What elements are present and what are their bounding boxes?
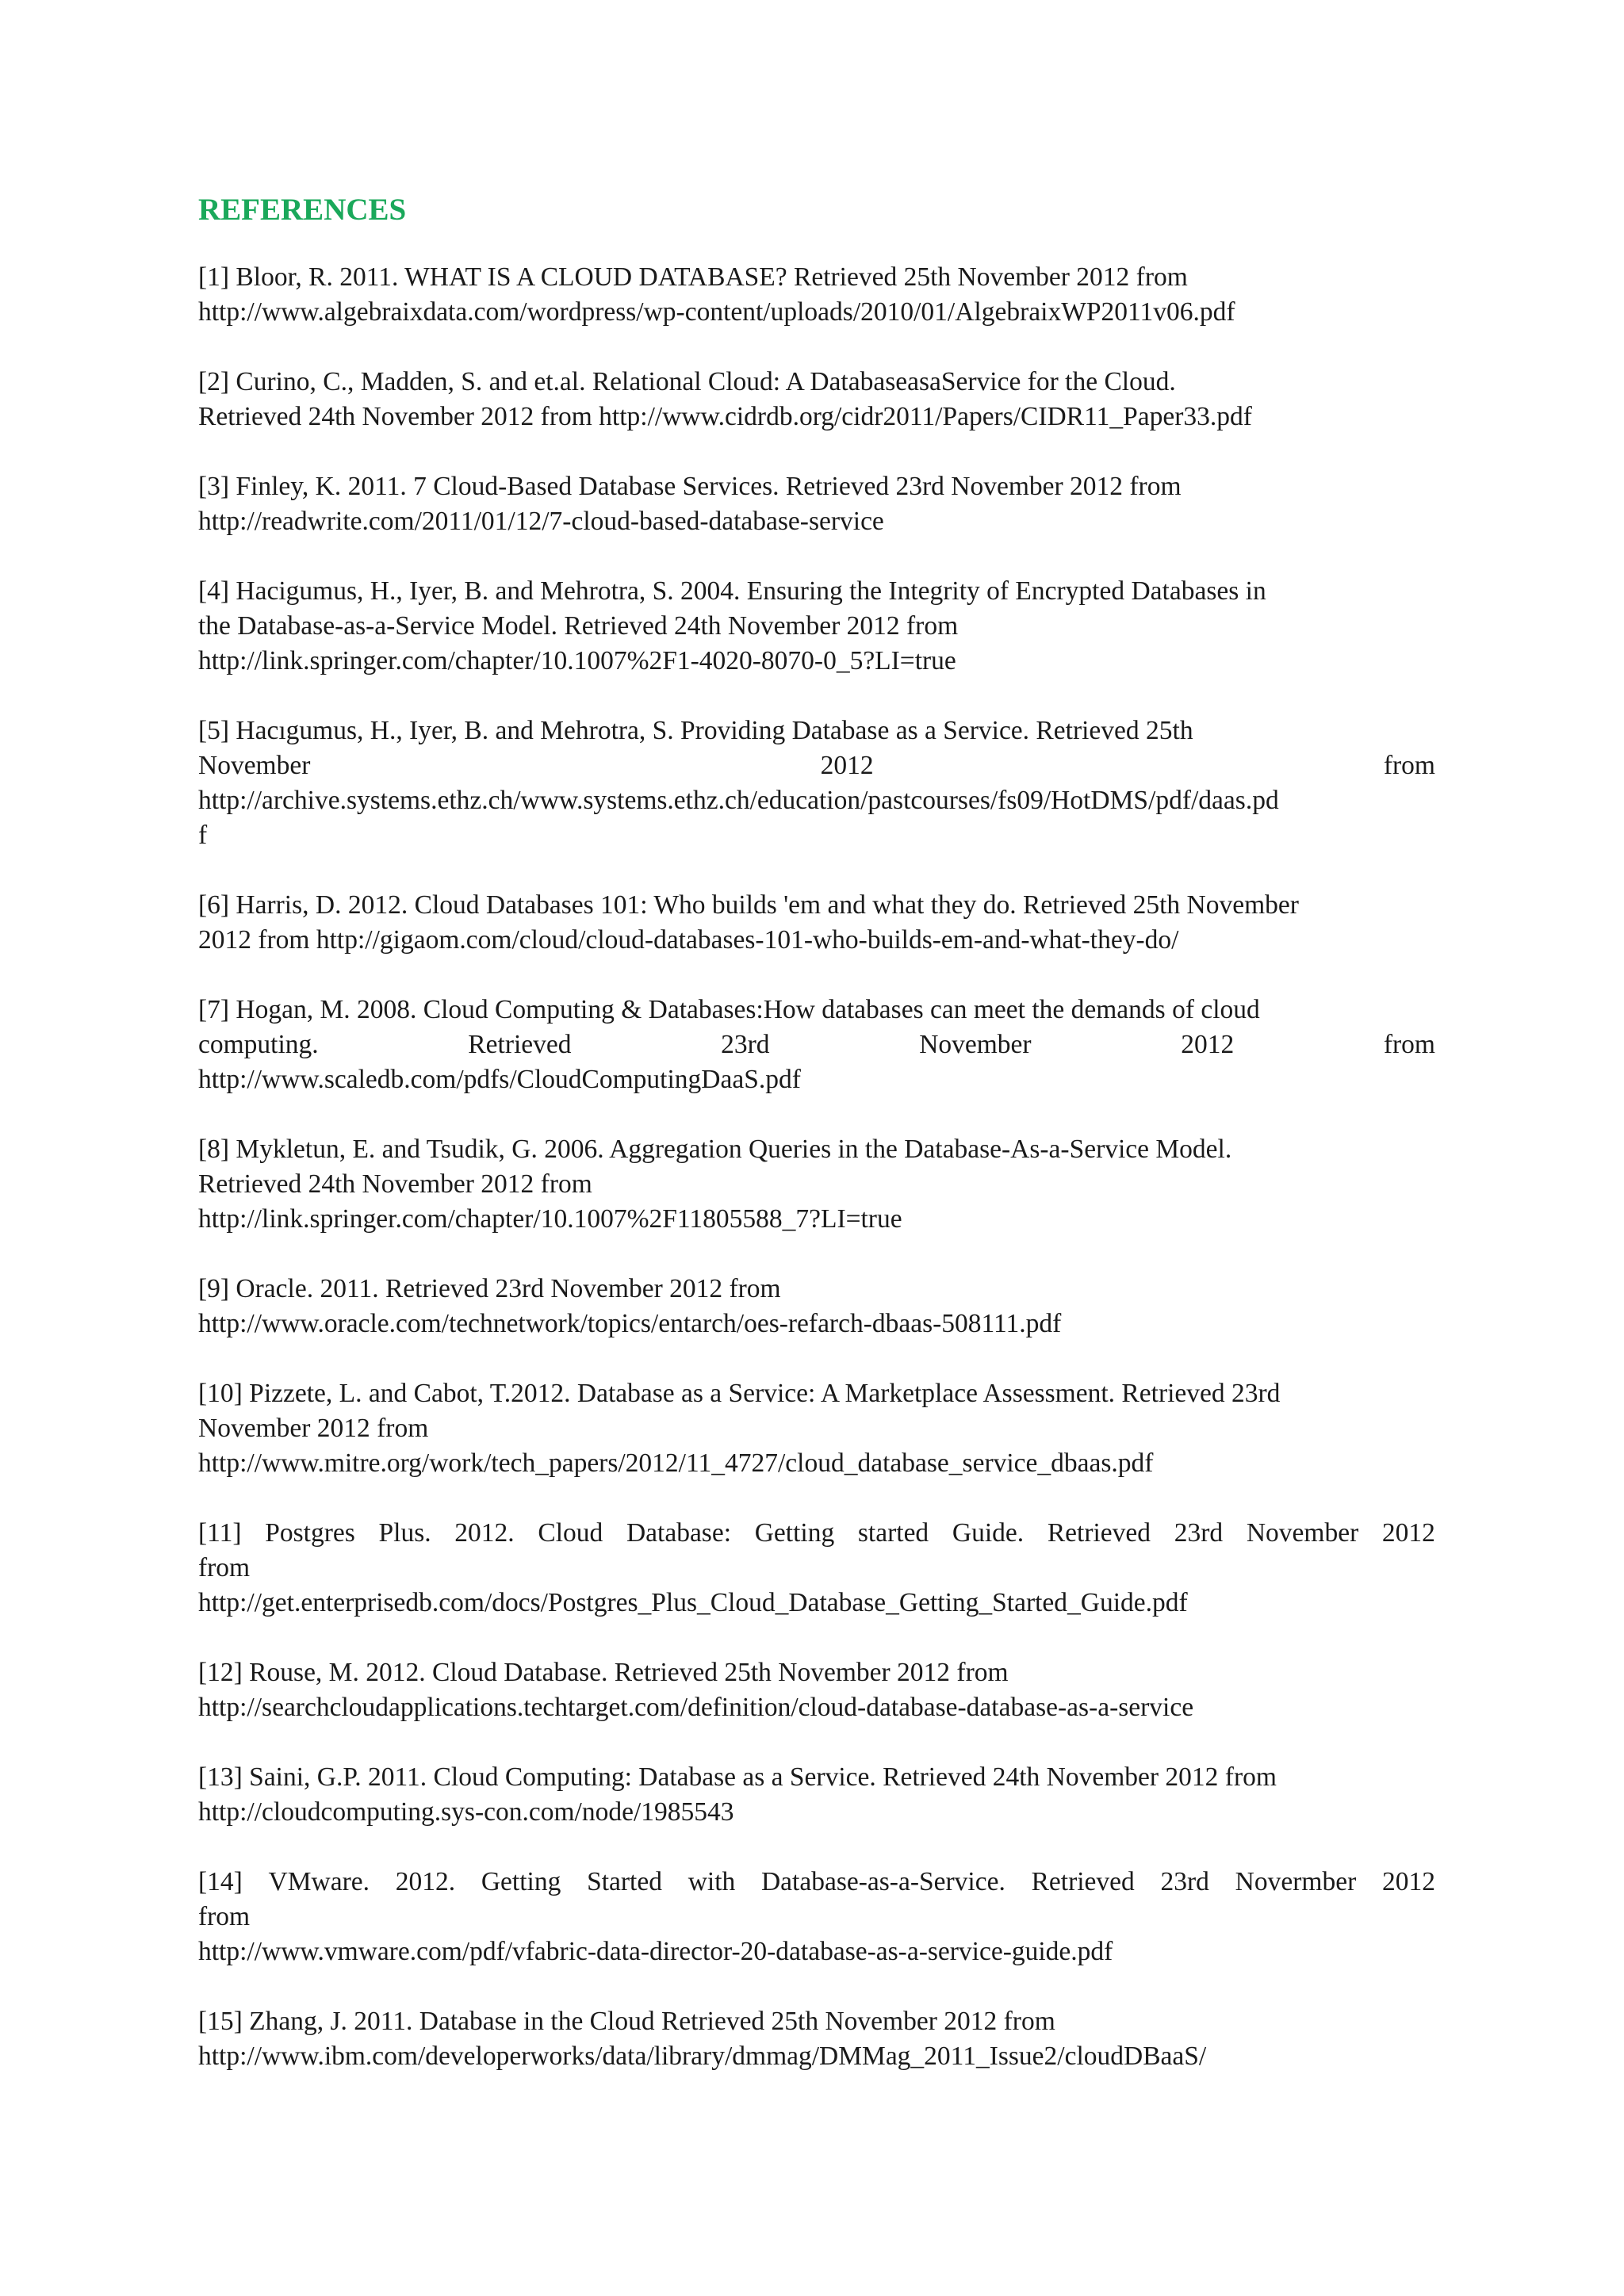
reference-item (198, 1516, 1435, 1621)
reference-line: [13] Saini, G.P. 2011. Cloud Computing: Database as a Service. Retrieved 24th November 2012 from (198, 1762, 1277, 1792)
reference-word: Retrieved (1047, 1518, 1151, 1548)
reference-item (198, 574, 1435, 679)
reference-line: Retrieved 24th November 2012 from http://www.cidrdb.org/cidr2011/Papers/CIDR11_Paper33.pdf (198, 402, 1252, 431)
reference-line: http://cloudcomputing.sys-con.com/node/1985543 (198, 1797, 734, 1827)
reference-word: Guide. (952, 1518, 1025, 1548)
reference-line: [9] Oracle. 2011. Retrieved 23rd November 2012 from (198, 1274, 781, 1303)
reference-line: November 2012 from (198, 1414, 429, 1443)
reference-line: [15] Zhang, J. 2011. Database in the Cloud Retrieved 25th November 2012 from (198, 2007, 1055, 2036)
reference-item (198, 365, 1435, 434)
reference-word: 2012 (1381, 1518, 1435, 1548)
reference-line: [5] Hacıgumus, H., Iyer, B. and Mehrotra, S. Providing Database as a Service. Retrieved 25th (198, 716, 1193, 745)
reference-word: with (688, 1867, 736, 1896)
references-heading: REFERENCES (198, 193, 407, 227)
reference-word: [11] (198, 1518, 242, 1548)
reference-word: started (857, 1518, 929, 1548)
reference-line: http://link.springer.com/chapter/10.1007%2F11805588_7?LI=true (198, 1204, 902, 1234)
reference-word: Postgres (265, 1518, 355, 1548)
reference-word: from (1383, 1030, 1435, 1059)
reference-word: 2012 (1181, 1030, 1235, 1059)
reference-word: 2012 (1381, 1867, 1435, 1896)
reference-item (198, 888, 1435, 958)
reference-line: 2012 from http://gigaom.com/cloud/cloud-databases-101-who-builds-em-and-what-they-do/ (198, 925, 1179, 955)
reference-line: the Database-as-a-Service Model. Retrieved 24th November 2012 from (198, 611, 959, 641)
reference-line: http://searchcloudapplications.techtarget.com/definition/cloud-database-database-as-a-service (198, 1693, 1194, 1722)
reference-line: http://www.scaledb.com/pdfs/CloudComputingDaaS.pdf (198, 1065, 801, 1094)
reference-line: [3] Finley, K. 2011. 7 Cloud-Based Database Services. Retrieved 23rd November 2012 from (198, 472, 1182, 501)
reference-line: from (198, 1553, 251, 1582)
reference-line: http://www.ibm.com/developerworks/data/library/dmmag/DMMag_2011_Issue2/cloudDBaaS/ (198, 2042, 1207, 2071)
reference-line: [12] Rouse, M. 2012. Cloud Database. Retrieved 25th November 2012 from (198, 1658, 1009, 1687)
reference-item (198, 993, 1435, 1097)
reference-item (198, 1376, 1435, 1481)
reference-line: f (198, 821, 208, 850)
reference-item (198, 714, 1435, 853)
reference-word: 2012. (395, 1867, 456, 1896)
reference-line: [1] Bloor, R. 2011. WHAT IS A CLOUD DATABASE? Retrieved 25th November 2012 from (198, 262, 1188, 292)
reference-justified-line (198, 1516, 1435, 1551)
reference-word: November (919, 1030, 1032, 1059)
reference-item (198, 1272, 1435, 1341)
reference-line: [8] Mykletun, E. and Tsudik, G. 2006. Aggregation Queries in the Database-As-a-Service Model. (198, 1135, 1232, 1164)
reference-line: from (198, 1902, 251, 1931)
reference-line: http://www.oracle.com/technetwork/topics/entarch/oes-refarch-dbaas-508111.pdf (198, 1309, 1062, 1338)
reference-line: [4] Hacigumus, H., Iyer, B. and Mehrotra, S. 2004. Ensuring the Integrity of Encrypted Databases in (198, 576, 1266, 606)
reference-line: [6] Harris, D. 2012. Cloud Databases 101: Who builds 'em and what they do. Retrieved 25th November (198, 890, 1299, 920)
reference-line: http://readwrite.com/2011/01/12/7-cloud-based-database-service (198, 507, 884, 536)
reference-word: 23rd (1160, 1867, 1209, 1896)
reference-line: [7] Hogan, M. 2008. Cloud Computing & Databases:How databases can meet the demands of cloud (198, 995, 1260, 1024)
reference-line: http://link.springer.com/chapter/10.1007%2F1-4020-8070-0_5?LI=true (198, 646, 956, 675)
reference-word: November (198, 751, 311, 780)
reference-word: Cloud (538, 1518, 603, 1548)
reference-item (198, 1655, 1435, 1725)
reference-word: [14] (198, 1867, 243, 1896)
reference-justified-line (198, 748, 1435, 783)
reference-line: http://www.mitre.org/work/tech_papers/2012/11_4727/cloud_database_service_dbaas.pdf (198, 1448, 1154, 1478)
reference-justified-line (198, 1027, 1435, 1062)
reference-item (198, 1132, 1435, 1237)
reference-item (198, 2004, 1435, 2074)
reference-word: computing. (198, 1030, 319, 1059)
reference-word: 23rd (1174, 1518, 1224, 1548)
reference-word: Plus. (378, 1518, 431, 1548)
reference-word: Database: (626, 1518, 732, 1548)
reference-word: Getting (481, 1867, 561, 1896)
reference-line: http://www.vmware.com/pdf/vfabric-data-director-20-database-as-a-service-guide.pdf (198, 1937, 1113, 1966)
reference-item (198, 1865, 1435, 1969)
reference-line: http://archive.systems.ethz.ch/www.systems.ethz.ch/education/pastcourses/fs09/HotDMS/pdf/daas.pd (198, 786, 1279, 815)
reference-word: Novermber (1235, 1867, 1357, 1896)
reference-word: 2012 (820, 751, 874, 780)
reference-item (198, 260, 1435, 330)
reference-list (198, 260, 1435, 2074)
reference-justified-line (198, 1865, 1435, 1900)
reference-word: 2012. (454, 1518, 515, 1548)
reference-line: http://www.algebraixdata.com/wordpress/wp-content/uploads/2010/01/AlgebraixWP2011v06.pdf (198, 297, 1235, 327)
reference-word: Database-as-a-Service. (760, 1867, 1005, 1896)
reference-word: 23rd (721, 1030, 770, 1059)
reference-word: from (1383, 751, 1435, 780)
reference-word: VMware. (268, 1867, 370, 1896)
reference-line: [10] Pizzete, L. and Cabot, T.2012. Database as a Service: A Marketplace Assessment. Retrieved 23rd (198, 1379, 1281, 1408)
reference-word: November (1246, 1518, 1359, 1548)
reference-word: Getting (754, 1518, 835, 1548)
reference-word: Retrieved (1031, 1867, 1135, 1896)
document-page (198, 190, 1435, 2109)
reference-line: http://get.enterprisedb.com/docs/Postgres_Plus_Cloud_Database_Getting_Started_Guide.pdf (198, 1588, 1188, 1617)
reference-item (198, 1760, 1435, 1830)
reference-line: Retrieved 24th November 2012 from (198, 1169, 592, 1199)
reference-item (198, 469, 1435, 539)
reference-line: [2] Curino, C., Madden, S. and et.al. Relational Cloud: A DatabaseasaService for the Cloud. (198, 367, 1176, 396)
reference-word: Retrieved (468, 1030, 572, 1059)
reference-word: Started (587, 1867, 662, 1896)
